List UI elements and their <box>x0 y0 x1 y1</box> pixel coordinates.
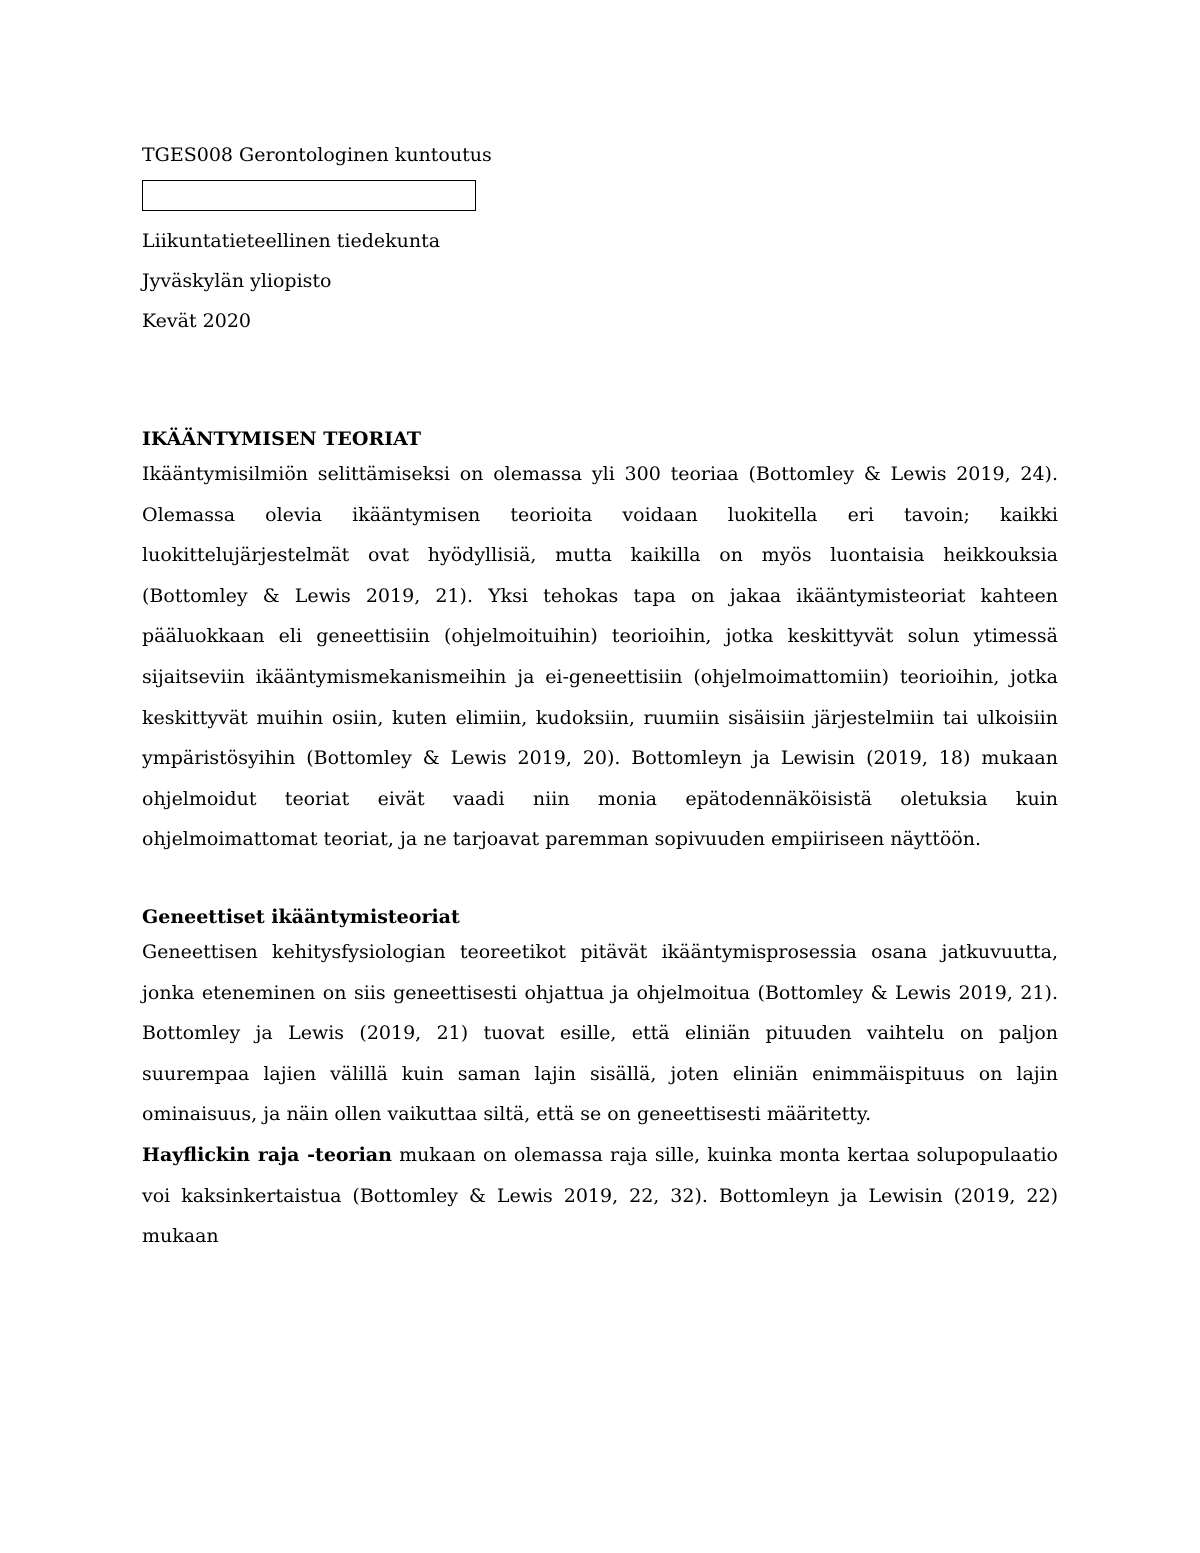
course-title: TGES008 Gerontologinen kuntoutus <box>142 144 492 166</box>
university: Jyväskylän yliopisto <box>142 270 332 292</box>
author-name-box <box>142 180 476 211</box>
term: Kevät 2020 <box>142 310 252 332</box>
hayflick-term: Hayflickin raja -teorian <box>142 1143 392 1166</box>
document-title: IKÄÄNTYMISEN TEORIAT <box>142 428 421 450</box>
section-heading-genetic: Geneettiset ikääntymisteoriat <box>142 905 460 928</box>
hayflick-text: mukaan on olemassa raja sille, kuinka monta kertaa solupopulaatio voi kaksinkertaistua (Bottomley & Lewis 2019, 22, 32). Bottomleyn ja Lewisin (2019, 22) mukaan <box>142 1143 1058 1248</box>
intro-paragraph: Ikääntymisilmiön selittämiseksi on olemassa yli 300 teoriaa (Bottomley & Lewis 2019, 24). Olemassa olevia ikääntymisen teorioita voidaan luokitella eri tavoin; kaikki luokittelujärjestelmät ovat hyödyllisiä, mutta kaikilla on myös luontaisia heikkouksia (Bottomley & Lewis 2019, 21). Yksi tehokas tapa on jakaa ikääntymisteoriat kahteen pääluokkaan eli geneettisiin (ohjelmoituihin) teorioihin, jotka keskittyvät solun ytimessä sijaitseviin ikääntymismekanismeihin ja ei-geneettisiin (ohjelmoimattomiin) teorioihin, jotka keskittyvät muihin osiin, kuten elimiin, kudoksiin, ruumiin sisäisiin järjestelmiin tai ulkoisiin ympäristösyihin (Bottomley & Lewis 2019, 20). Bottomleyn ja Lewisin (2019, 18) mukaan ohjelmoidut teoriat eivät vaadi niin monia epätodennäköisistä oletuksia kuin ohjelmoimattomat teoriat, ja ne tarjoavat paremman sopivuuden empiiriseen näyttöön. <box>142 463 1058 851</box>
faculty: Liikuntatieteellinen tiedekunta <box>142 230 441 252</box>
document-page <box>142 140 1058 1257</box>
author-info <box>142 221 1058 341</box>
genetic-paragraph: Geneettisen kehitysfysiologian teoreetikot pitävät ikääntymisprosessia osana jatkuvuutta, jonka eteneminen on siis geneettisesti ohjattua ja ohjelmoitua (Bottomley & Lewis 2019, 21). Bottomley ja Lewis (2019, 21) tuovat esille, että eliniän pituuden vaihtelu on paljon suurempaa lajien välillä kuin saman lajin sisällä, joten eliniän enimmäispituus on lajin ominaisuus, ja näin ollen vaikuttaa siltä, että se on geneettisesti määritetty. <box>142 940 1058 1126</box>
hayflick-paragraph <box>142 1135 1058 1257</box>
